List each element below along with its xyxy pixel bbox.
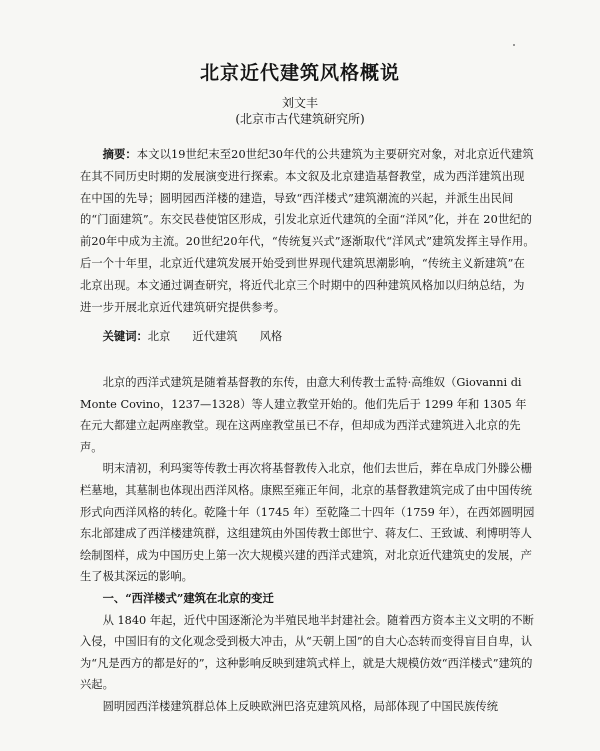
section-heading: 一、“西洋楼式”建筑在北京的变迁 xyxy=(102,590,274,605)
body-text xyxy=(80,372,535,718)
affiliation: (北京市古代建筑研究所) xyxy=(235,112,365,126)
author: 刘文丰 xyxy=(281,96,318,110)
page-title: 北京近代建筑风格概说 xyxy=(199,62,400,84)
keywords xyxy=(80,328,535,344)
body-paragraph: 圆明园西洋楼建筑群总体上反映欧洲巴洛克建筑风格，局部体现了中国民族传统 xyxy=(102,699,498,713)
keyword: 北京 xyxy=(147,330,171,343)
abstract-paragraph xyxy=(80,144,535,318)
body-paragraph: 明末清初，利玛窦等传教士再次将基督教传入北京，他们去世后，葬在阜成门外滕公栅栏墓地，其墓制也体现出西洋风格。康熙至雍正年间，北京的基督教建筑完成了由中国传统形式向西洋风格的转化。乾隆十年（1745 年）至乾隆二十四年（1759 年），在西郊圆明园东北部建成了西洋楼建筑群，这组建筑由外国传教士郎世宁、蒋友仁、王致诚、利博明等人绘制图样，成为中国历史上第一次大规模兴建的西洋式建筑，对北京近代建筑史的发展，产生了极其深远的影响。 xyxy=(80,462,535,584)
keyword: 近代建筑 xyxy=(192,330,238,343)
keywords-label: 关键词： xyxy=(102,329,148,343)
keyword: 风格 xyxy=(259,330,283,343)
abstract xyxy=(80,144,535,318)
abstract-text: 本文以19世纪末至20世纪30年代的公共建筑为主要研究对象，对北京近代建筑在其不同历史时期的发展演变进行探索。本文叙及北京建造基督教堂，成为西洋建筑出现在中国的先导；圆明园西洋楼的建造，导致“西洋楼式”建筑潮流的兴起，并派生出民间的“门面建筑”。东交民巷使馆区形成，引发北京近代建筑的全面“洋风”化，并在 20世纪的前20年中成为主流。20世纪20年代，“传统复兴式”逐渐取代“洋风式”建筑发挥主导作用。后一个十年里，北京近代建筑发展开始受到世界现代建筑思潮影响，“传统主义新建筑”在北京出现。本文通过调查研究，将近代北京三个时期中的四种建筑风格加以归纳总结，为进一步开展北京近代建筑研究提供参考。 xyxy=(80,148,535,314)
abstract-label: 摘要： xyxy=(102,147,137,161)
body-paragraph: 从 1840 年起，近代中国逐渐沦为半殖民地半封建社会。随着西方资本主义文明的不断入侵，中国旧有的文化观念受到极大冲击，从“天朝上国”的自大心态转而变得盲目自卑，认为“凡是西方的都是好的”，这种影响反映到建筑式样上，就是大规模仿效“西洋楼式”建筑的兴起。 xyxy=(80,613,534,692)
body-paragraph: 北京的西洋式建筑是随着基督教的东传，由意大利传教士孟特·高维奴（Giovanni di Monte Covino，1237—1328）等人建立教堂开始的。他们先后于 1299 年和 1305 年在元大都建立起两座教堂。现在这两座教堂虽已不存，但却成为西洋式建筑进入北京的先声。 xyxy=(80,376,527,454)
scan-speck xyxy=(513,44,515,46)
